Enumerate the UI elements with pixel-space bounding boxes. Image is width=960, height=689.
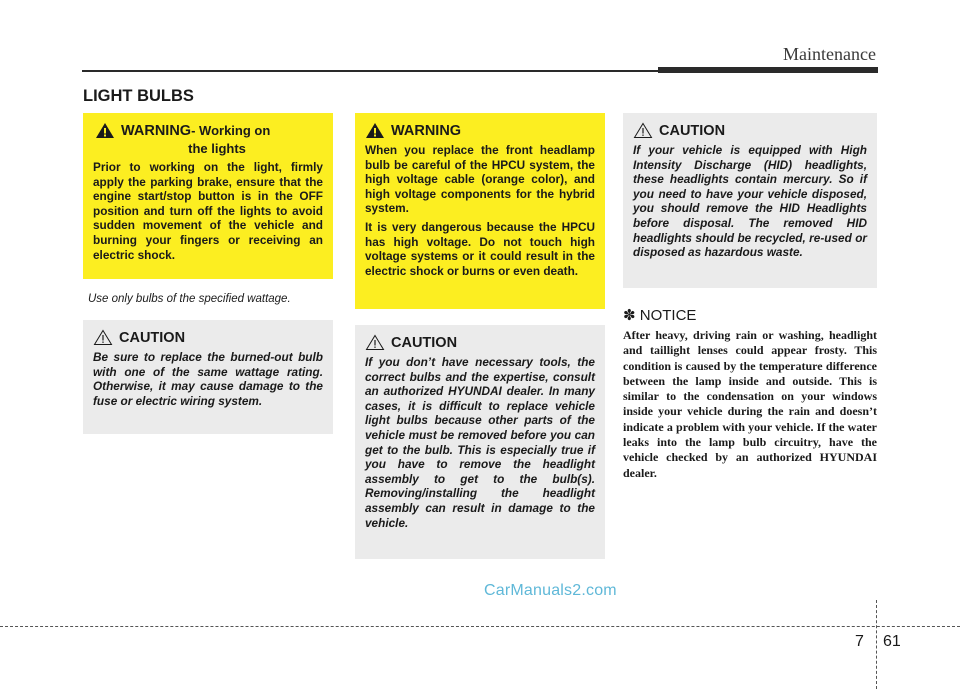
warning-paragraph-1: When you replace the front headlamp bulb be careful of the HPCU system, the high voltage cable (orange color), and high voltage components for the hybrid system. xyxy=(365,143,595,216)
warning-title xyxy=(93,123,323,139)
header-rule xyxy=(82,70,658,72)
chapter-number: 7 xyxy=(855,633,864,650)
caution-box-tools xyxy=(355,325,605,559)
warning-triangle-icon xyxy=(365,122,385,139)
caution-label: CAUTION xyxy=(119,330,186,346)
caution-label: CAUTION xyxy=(659,123,726,139)
warning-paragraph-2: It is very dangerous because the HPCU has high voltage. Do not touch high voltage systems or it could result in the electric shock or burns or even death. xyxy=(365,219,595,278)
warning-triangle-icon xyxy=(95,122,115,139)
caution-body: If your vehicle is equipped with High Intensity Discharge (HID) headlights, these headlights contain mercury. So if you need to have your vehicle disposed, you should remove the HID Headlights before disposal. The removed HID headlights should be recycled, re-used or disposed as hazardous waste. xyxy=(633,143,867,260)
caution-triangle-icon xyxy=(93,329,113,346)
warning-body: Prior to working on the light, firmly apply the parking brake, ensure that the engine start/stop button is in the OFF position and turn off the lights to avoid sudden movement of the vehicle and burning your fingers or receiving an electric shock. xyxy=(93,160,323,262)
warning-box-working-lights xyxy=(83,113,333,279)
footer-rule xyxy=(0,626,960,627)
warning-sub-label-line2: the lights xyxy=(188,141,246,156)
caution-body: If you don’t have necessary tools, the correct bulbs and the expertise, consult an authorized HYUNDAI dealer. In many cases, it is difficult to replace vehicle light bulbs because other parts of the vehicle must be removed before you can get to the bulb. This is especially true if you have to remove the headlight assembly to get to the bulb(s). Removing/installing the headlight assembly can result in damage to the vehicle. xyxy=(365,355,595,530)
section-title: Maintenance xyxy=(783,44,876,64)
caution-title xyxy=(365,335,595,351)
watermark-link[interactable]: CarManuals2.com xyxy=(484,582,617,599)
warning-box-hpcu xyxy=(355,113,605,309)
warning-label: WARNING xyxy=(121,123,192,139)
notice-title: ✽ NOTICE xyxy=(623,307,697,324)
caution-box-hid xyxy=(623,113,877,288)
notice-body: After heavy, driving rain or washing, headlight and taillight lenses could appear frosty. This condition is caused by the temperature difference between the lamp inside and outside. This is similar to the condensation on your windows inside your vehicle during the rain and doesn’t indicate a problem with your vehicle. If the water leaks into the lamp bulb circuitry, have the vehicle checked by an authorized HYUNDAI dealer. xyxy=(623,328,877,480)
caution-body: Be sure to replace the burned-out bulb with one of the same wattage rating. Otherwise, it may cause damage to the fuse or electric wiring system. xyxy=(93,350,323,408)
warning-title xyxy=(365,123,595,139)
footer-divider xyxy=(876,600,877,689)
caution-triangle-icon xyxy=(633,122,653,139)
warning-body xyxy=(365,143,595,278)
page-heading: LIGHT BULBS xyxy=(83,87,194,105)
caution-title xyxy=(633,123,867,139)
caution-label: CAUTION xyxy=(391,335,458,351)
wattage-note: Use only bulbs of the specified wattage. xyxy=(88,293,291,305)
warning-label: WARNING xyxy=(391,123,462,139)
caution-box-wattage xyxy=(83,320,333,434)
caution-title xyxy=(93,330,323,346)
header-rule-accent xyxy=(658,67,878,73)
warning-sub-label: - Working on xyxy=(191,123,271,138)
page-number: 61 xyxy=(883,633,901,650)
caution-triangle-icon xyxy=(365,334,385,351)
